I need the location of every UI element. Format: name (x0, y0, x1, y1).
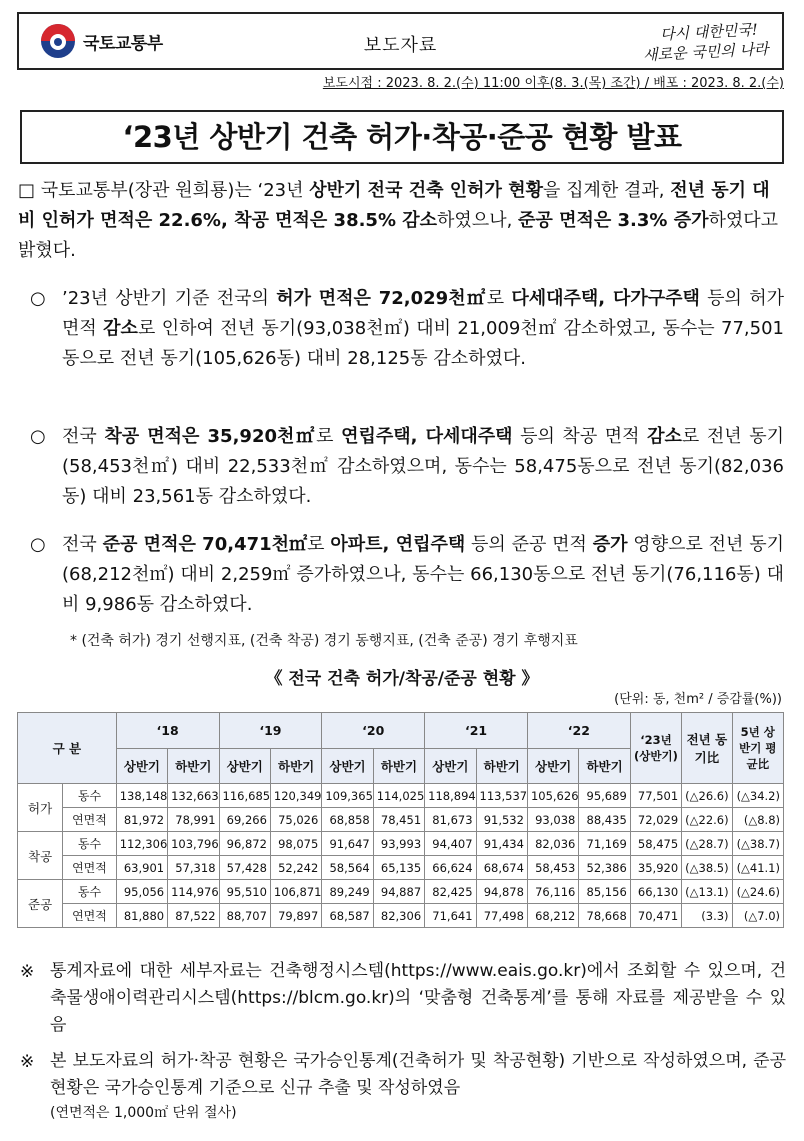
table-cell: 95,056 (116, 880, 167, 904)
table-cell: 91,532 (476, 808, 527, 832)
document-type: 보도자료 (363, 35, 438, 56)
table-cell: (△24.6) (732, 880, 783, 904)
intro-text-4: 하였다고 밝혔다. (18, 210, 779, 261)
table-cell: (△26.6) (682, 784, 732, 808)
building-stats-table (17, 712, 784, 928)
table-cell: 106,871 (270, 880, 321, 904)
table-cell: 81,673 (425, 808, 476, 832)
row-label: 동수 (63, 880, 116, 904)
bullet-bold: 준공 면적은 70,471천㎡ (102, 534, 308, 555)
bullet-bold: 감소 (647, 426, 682, 447)
table-cell: 77,501 (630, 784, 681, 808)
indicator-note: * (건축 허가) 경기 선행지표, (건축 착공) 경기 동행지표, (건축 준공) 경기 후행지표 (70, 633, 578, 649)
intro-text-3: 하였으나, (437, 210, 519, 231)
intro-text-2: 을 집계한 결과, (542, 180, 671, 201)
table-cell: 75,026 (270, 808, 321, 832)
table-cell: 103,796 (168, 832, 219, 856)
table-cell: 78,668 (579, 904, 630, 928)
table-cell: 52,386 (579, 856, 630, 880)
table-cell: (△22.6) (682, 808, 732, 832)
table-cell: 96,872 (219, 832, 270, 856)
bullet-bold: 다세대주택, 다가구주택 (511, 288, 700, 309)
bullet-text: 전국 (62, 426, 105, 447)
bullet-bold: 감소 (103, 318, 138, 339)
bullet-text: 로 (316, 426, 342, 447)
row-label: 연면적 (63, 856, 116, 880)
table-row (18, 856, 784, 880)
table-cell: (△38.7) (732, 832, 783, 856)
bullet-bold: 착공 면적은 35,920천㎡ (104, 426, 317, 447)
header-current: ‘23년 (상반기) (630, 713, 681, 784)
bullet-text: 등의 허가 면적 (62, 288, 784, 339)
header-avg5: 5년 상반기 평균比 (732, 713, 783, 784)
table-unit: (단위: 동, 천m² / 증감률(%)) (614, 692, 782, 707)
table-cell: (△38.5) (682, 856, 732, 880)
table-cell: 68,674 (476, 856, 527, 880)
row-group-label: 착공 (18, 832, 63, 880)
table-cell: 85,156 (579, 880, 630, 904)
table-cell: 88,707 (219, 904, 270, 928)
table-cell: 95,689 (579, 784, 630, 808)
row-group-label: 준공 (18, 880, 63, 928)
header-half: 하반기 (270, 748, 321, 784)
table-cell: 105,626 (527, 784, 578, 808)
footer-note-2: 본 보도자료의 허가·착공 현황은 국가승인통계(건축허가 및 착공현황) 기반으로 작성하였으며, 준공 현황은 국가승인통계 기준으로 신규 추출 및 작성하였음 (50, 1051, 786, 1098)
row-label: 동수 (63, 832, 116, 856)
table-cell: 113,537 (476, 784, 527, 808)
table-cell: 114,976 (168, 880, 219, 904)
table-cell: 65,135 (373, 856, 424, 880)
page-title: ‘23년 상반기 건축 허가·착공·준공 현황 발표 (20, 110, 784, 164)
slogan-line-1: 다시 대한민국! (659, 20, 759, 44)
table-cell: 66,130 (630, 880, 681, 904)
table-cell: 52,242 (270, 856, 321, 880)
note-symbol: ※ (20, 1052, 35, 1072)
bullet-bold: 아파트, 연립주택 (330, 534, 466, 555)
table-cell: 89,249 (322, 880, 373, 904)
table-cell: 87,522 (168, 904, 219, 928)
bullet-permit (62, 284, 784, 374)
header-half: 하반기 (476, 748, 527, 784)
table-cell: 68,858 (322, 808, 373, 832)
table-cell: 71,641 (425, 904, 476, 928)
bullet-symbol: ○ (30, 534, 46, 555)
footer-note-2-sub: (연면적은 1,000㎡ 단위 절사) (50, 1105, 237, 1121)
bullet-bold: 연립주택, 다세대주택 (341, 426, 513, 447)
table-cell: 72,029 (630, 808, 681, 832)
table-cell: 77,498 (476, 904, 527, 928)
header-year: ‘18 (116, 713, 219, 749)
bullet-bold: 증가 (592, 534, 628, 555)
table-cell: 81,972 (116, 808, 167, 832)
table-cell: (△13.1) (682, 880, 732, 904)
table-cell: 35,920 (630, 856, 681, 880)
header-half: 하반기 (579, 748, 630, 784)
table-cell: 57,428 (219, 856, 270, 880)
table-cell: 70,471 (630, 904, 681, 928)
table-cell: 63,901 (116, 856, 167, 880)
bullet-bold: 허가 면적은 72,029천㎡ (276, 288, 487, 309)
bullet-completion (62, 530, 784, 620)
table-cell: 112,306 (116, 832, 167, 856)
header-year: ‘21 (425, 713, 528, 749)
table-row (18, 808, 784, 832)
header-category: 구 분 (18, 713, 117, 784)
intro-bold-1: 상반기 전국 건축 인허가 현황 (309, 180, 543, 201)
table-cell: 71,169 (579, 832, 630, 856)
header-yoy: 전년 동기比 (682, 713, 732, 784)
table-cell: 94,878 (476, 880, 527, 904)
table-cell: 88,435 (579, 808, 630, 832)
bullet-text: 영향으로 전년 동기(68,212천㎡) 대비 2,259㎡ 증가하였으나, 동수는 66,130동으로 전년 동기(76,116동) 대비 9,986동 감소하였다. (62, 534, 784, 615)
table-cell: 93,993 (373, 832, 424, 856)
table-cell: 95,510 (219, 880, 270, 904)
intro-bold-2: 전년 동기 대비 인허가 면적은 22.6%, 착공 면적은 38.5% 감소 (18, 180, 770, 231)
table-cell: 91,647 (322, 832, 373, 856)
header-half: 상반기 (219, 748, 270, 784)
table-cell: 132,663 (168, 784, 219, 808)
header-half: 하반기 (373, 748, 424, 784)
table-cell: 58,475 (630, 832, 681, 856)
table-cell: 68,212 (527, 904, 578, 928)
ministry-name: 국토교통부 (83, 33, 163, 54)
bullet-text: 로 전년 동기(58,453천㎡) 대비 22,533천㎡ 감소하였으며, 동수는 58,475동으로 전년 동기(82,036동) 대비 23,561동 감소하였다. (62, 426, 785, 507)
table-cell: (△7.0) (732, 904, 783, 928)
note-symbol: ※ (20, 962, 35, 982)
header-half: 상반기 (116, 748, 167, 784)
table-cell: 58,453 (527, 856, 578, 880)
intro-bold-3: 준공 면적은 3.3% 증가 (518, 210, 709, 231)
table-cell: 82,425 (425, 880, 476, 904)
table-cell: 120,349 (270, 784, 321, 808)
row-group-label: 허가 (18, 784, 63, 832)
table-cell: 66,624 (425, 856, 476, 880)
table-cell: 116,685 (219, 784, 270, 808)
table-cell: (△28.7) (682, 832, 732, 856)
table-cell: (△8.8) (732, 808, 783, 832)
bullet-text: 로 인하여 전년 동기(93,038천㎡) 대비 21,009천㎡ 감소하였고, 동수는 77,501동으로 전년 동기(105,626동) 대비 28,125동 감소하였다. (62, 318, 784, 369)
table-title: 《 전국 건축 허가/착공/준공 현황 》 (265, 669, 539, 689)
bullet-symbol: ○ (30, 288, 46, 309)
bullet-symbol: ○ (30, 426, 46, 447)
table-cell: 91,434 (476, 832, 527, 856)
table-cell: 109,365 (322, 784, 373, 808)
table-cell: 79,897 (270, 904, 321, 928)
header-half: 상반기 (425, 748, 476, 784)
header-box (17, 12, 784, 70)
table-cell: 118,894 (425, 784, 476, 808)
table-cell: 78,451 (373, 808, 424, 832)
table-cell: 81,880 (116, 904, 167, 928)
table-body (18, 784, 784, 928)
intro-box-symbol: □ (18, 180, 36, 201)
header-year: ‘22 (527, 713, 630, 749)
table-cell: 57,318 (168, 856, 219, 880)
intro-paragraph (18, 176, 786, 266)
table-cell: (△34.2) (732, 784, 783, 808)
row-label: 연면적 (63, 904, 116, 928)
table-row (18, 880, 784, 904)
table-cell: 69,266 (219, 808, 270, 832)
table-cell: 76,116 (527, 880, 578, 904)
table-cell: 93,038 (527, 808, 578, 832)
table-cell: 94,407 (425, 832, 476, 856)
bullet-text: 등의 준공 면적 (465, 534, 593, 555)
table-cell: 58,564 (322, 856, 373, 880)
bullet-text: ’23년 상반기 기준 전국의 (62, 288, 277, 309)
header-year: ‘19 (219, 713, 322, 749)
footer-note-1: 통계자료에 대한 세부자료는 건축행정시스템(https://www.eais.go.kr)에서 조회할 수 있으며, 건축물생애이력관리시스템(https://blcm.go.kr)의 ‘맞춤형 건축통계’를 통해 자료를 제공받을 수 있음 (50, 961, 786, 1035)
table-cell: 68,587 (322, 904, 373, 928)
table-cell: 82,036 (527, 832, 578, 856)
intro-text-1: 국토교통부(장관 원희룡)는 ‘23년 (40, 180, 310, 201)
table-cell: 94,887 (373, 880, 424, 904)
table-row (18, 784, 784, 808)
header-year: ‘20 (322, 713, 425, 749)
bullet-construction-start (62, 422, 784, 512)
table-cell: 78,991 (168, 808, 219, 832)
header-half: 상반기 (322, 748, 373, 784)
table-row (18, 832, 784, 856)
table-cell: 138,148 (116, 784, 167, 808)
row-label: 연면적 (63, 808, 116, 832)
slogan-line-2: 새로운 국민의 나라 (642, 39, 769, 65)
header-half: 상반기 (527, 748, 578, 784)
government-slogan (608, 19, 768, 65)
row-label: 동수 (63, 784, 116, 808)
table-cell: (3.3) (682, 904, 732, 928)
bullet-text: 로 (486, 288, 512, 309)
table-cell: 82,306 (373, 904, 424, 928)
bullet-text: 전국 (62, 534, 103, 555)
table-cell: (△41.1) (732, 856, 783, 880)
bullet-text: 로 (307, 534, 331, 555)
header-half: 하반기 (168, 748, 219, 784)
table-row (18, 904, 784, 928)
table-cell: 114,025 (373, 784, 424, 808)
bullet-text: 등의 착공 면적 (512, 426, 648, 447)
release-info: 보도시점 : 2023. 8. 2.(수) 11:00 이후(8. 3.(목) 조간) / 배포 : 2023. 8. 2.(수) (322, 76, 784, 91)
table-cell: 98,075 (270, 832, 321, 856)
